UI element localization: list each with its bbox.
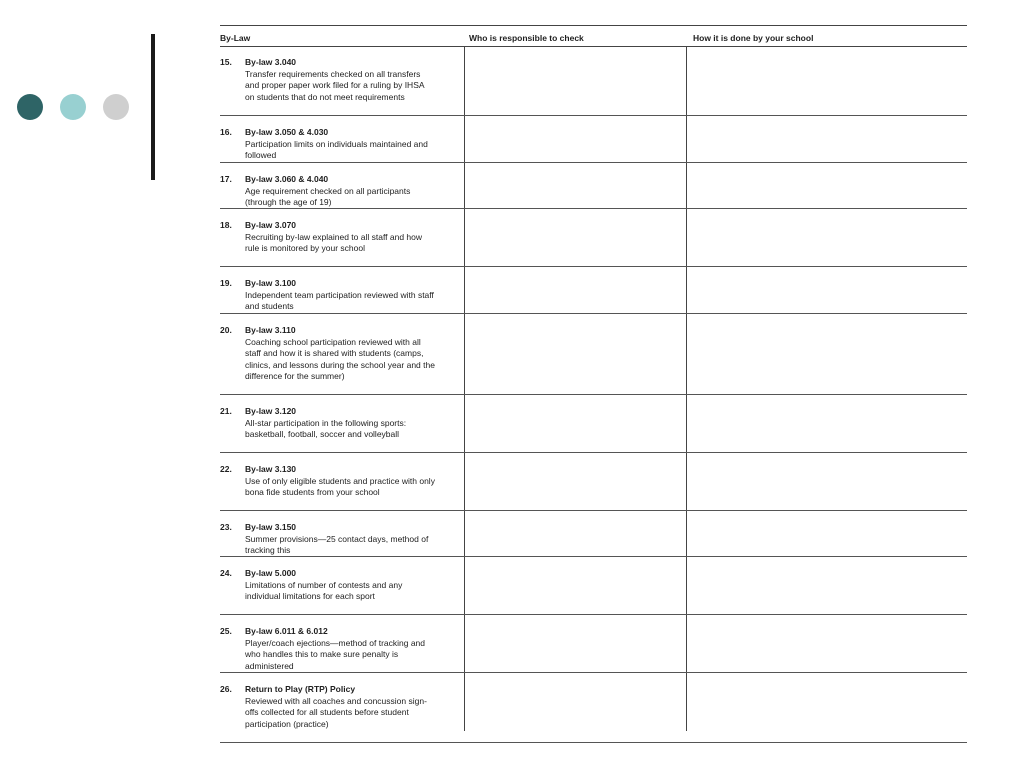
- header-responsible: Who is responsible to check: [469, 33, 584, 43]
- row-description: Recruiting by-law explained to all staff and how rule is monitored by your school: [245, 231, 423, 254]
- row-title: Return to Play (RTP) Policy: [245, 684, 356, 694]
- row-description: Independent team participation reviewed with staff and students: [245, 289, 434, 312]
- decorative-dot-teal: [60, 94, 86, 120]
- table-row: [220, 557, 967, 615]
- table-row: [220, 163, 967, 209]
- table-row: [220, 511, 967, 557]
- table-header: [220, 25, 967, 47]
- row-description: Limitations of number of contests and any individual limitations for each sport: [245, 579, 403, 602]
- table-row: [220, 116, 967, 163]
- decorative-vertical-bar: [151, 34, 155, 180]
- row-content: [245, 684, 435, 730]
- table-row: [220, 673, 967, 743]
- bylaw-checklist-table: [220, 25, 967, 729]
- row-number: 24.: [220, 568, 232, 578]
- row-number: 26.: [220, 684, 232, 694]
- row-description: Summer provisions—25 contact days, method of tracking this: [245, 533, 429, 556]
- row-title: By-law 3.120: [245, 406, 297, 416]
- row-content: [245, 127, 435, 162]
- row-title: By-law 3.110: [245, 325, 296, 335]
- row-content: [245, 325, 435, 383]
- row-content: [245, 522, 435, 557]
- row-title: By-law 5.000: [245, 568, 297, 578]
- row-description: All-star participation in the following sports: basketball, football, soccer and volleyball: [245, 417, 407, 440]
- row-title: By-law 3.070: [245, 220, 297, 230]
- row-content: [245, 464, 435, 499]
- table-row: [220, 267, 967, 314]
- row-description: Reviewed with all coaches and concussion sign-offs collected for all students before student participation (practice): [245, 695, 427, 729]
- row-number: 18.: [220, 220, 232, 230]
- row-number: 23.: [220, 522, 232, 532]
- table-row: [220, 453, 967, 511]
- table-row: [220, 615, 967, 673]
- header-how: How it is done by your school: [693, 33, 814, 43]
- row-description: Player/coach ejections—method of tracking and who handles this to make sure penalty is administered: [245, 637, 426, 671]
- row-content: [245, 406, 435, 441]
- row-description: Age requirement checked on all participants (through the age of 19): [245, 185, 411, 208]
- row-title: By-law 6.011 & 6.012: [245, 626, 328, 636]
- row-title: By-law 3.130: [245, 464, 297, 474]
- row-content: [245, 174, 435, 209]
- row-description: Use of only eligible students and practice with only bona fide students from your school: [245, 475, 435, 498]
- row-number: 19.: [220, 278, 232, 288]
- row-number: 16.: [220, 127, 232, 137]
- row-content: [245, 220, 435, 255]
- row-number: 21.: [220, 406, 232, 416]
- decorative-dot-gray: [103, 94, 129, 120]
- table-row: [220, 314, 967, 395]
- row-title: By-law 3.100: [245, 278, 297, 288]
- row-number: 25.: [220, 626, 232, 636]
- row-title: By-law 3.040: [245, 57, 297, 67]
- table-row: [220, 395, 967, 453]
- row-title: By-law 3.050 & 4.030: [245, 127, 329, 137]
- decorative-dot-dark: [17, 94, 43, 120]
- row-title: By-law 3.060 & 4.040: [245, 174, 329, 184]
- row-content: [245, 278, 435, 313]
- row-content: [245, 568, 435, 603]
- row-content: [245, 57, 435, 103]
- row-number: 17.: [220, 174, 232, 184]
- row-number: 20.: [220, 325, 232, 335]
- header-bylaw: By-Law: [220, 33, 251, 43]
- row-number: 15.: [220, 57, 232, 67]
- table-row: [220, 46, 967, 116]
- row-title: By-law 3.150: [245, 522, 297, 532]
- row-description: Transfer requirements checked on all transfers and proper paper work filed for a ruling by IHSA on students that do not meet requirements: [245, 68, 425, 102]
- table-row: [220, 209, 967, 267]
- row-description: Coaching school participation reviewed with all staff and how it is shared with students (camps, clinics, and lessons during the school year and the difference for the summer): [245, 336, 435, 382]
- row-number: 22.: [220, 464, 232, 474]
- row-description: Participation limits on individuals maintained and followed: [245, 138, 428, 161]
- row-content: [245, 626, 435, 672]
